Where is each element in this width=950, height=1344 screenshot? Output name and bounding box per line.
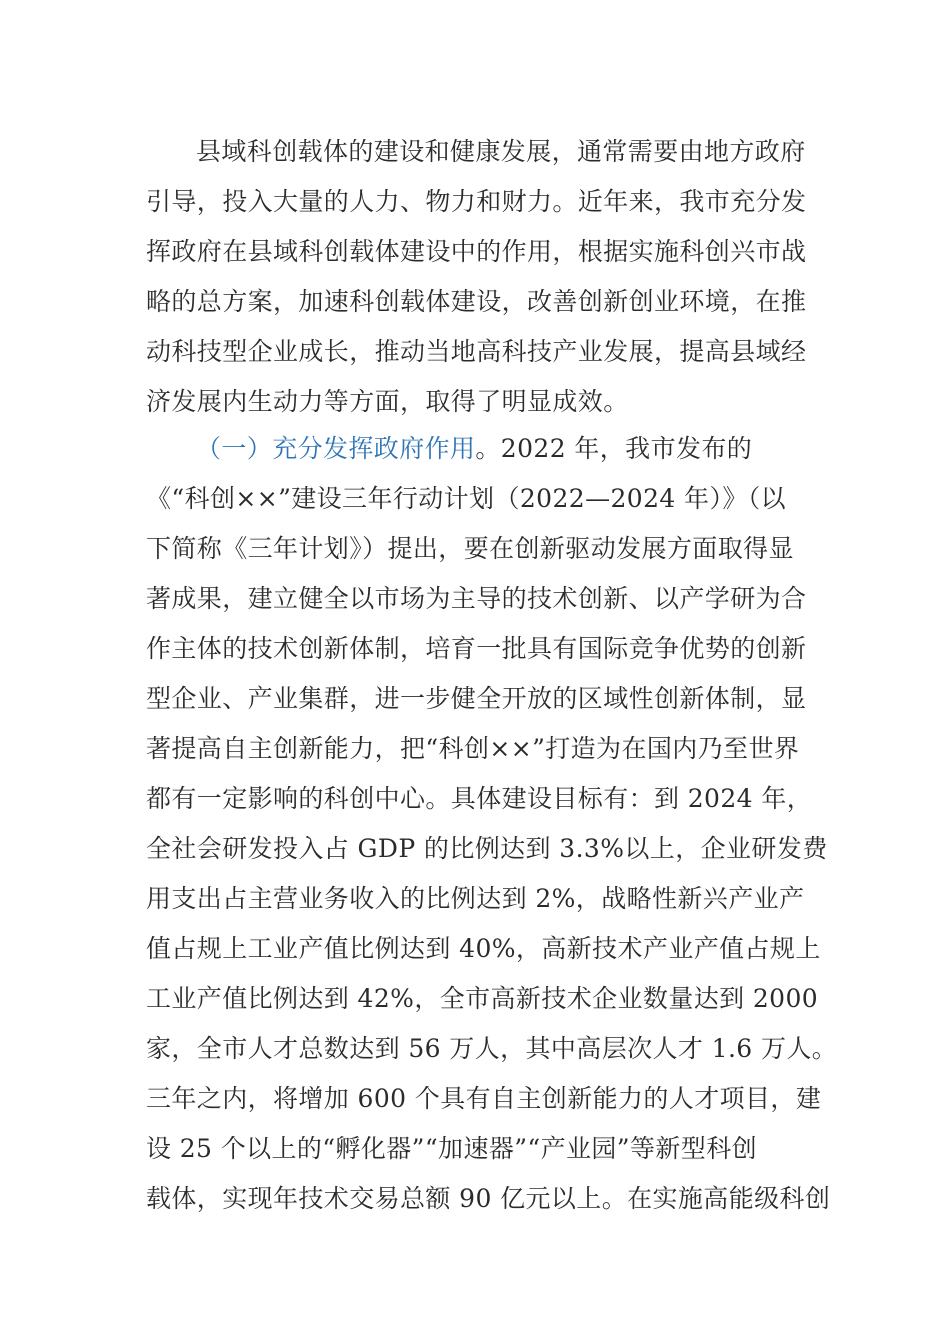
- paragraph-line: 著提高自主创新能力，把“科创××”打造为在国内乃至世界: [146, 734, 800, 763]
- paragraph-line: 都有一定影响的科创中心。具体建设目标有：到 2024 年，: [146, 784, 813, 813]
- paragraph-line: 引导，投入大量的人力、物力和财力。近年来，我市充分发: [146, 187, 807, 216]
- paragraph-line: 值占规上工业产值比例达到 40%，高新技术产业产值占规上: [146, 934, 821, 963]
- paragraph-line: 著成果，建立健全以市场为主导的技术创新、以产学研为合: [146, 584, 807, 613]
- paragraph-line: 作主体的技术创新体制，培育一批具有国际竞争优势的创新: [146, 634, 807, 663]
- paragraph-line: 三年之内，将增加 600 个具有自主创新能力的人才项目，建: [146, 1084, 822, 1113]
- paragraph-line: 略的总方案，加速科创载体建设，改善创新创业环境，在推: [146, 287, 807, 316]
- paragraph-line: 动科技型企业成长，推动当地高科技产业发展，提高县域经: [146, 337, 807, 366]
- paragraph-line: 家，全市人才总数达到 56 万人，其中高层次人才 1.6 万人。: [146, 1034, 838, 1063]
- section-heading-rest: 。2022 年，我市发布的: [475, 434, 753, 463]
- paragraph-line: 全社会研发投入占 GDP 的比例达到 3.3%以上，企业研发费: [146, 834, 828, 863]
- paragraph-line: 用支出占主营业务收入的比例达到 2%，战略性新兴产业产: [146, 884, 805, 913]
- section-heading: （一）充分发挥政府作用: [196, 434, 476, 463]
- section-heading-line: [196, 424, 752, 474]
- paragraph-line: 县域科创载体的建设和健康发展，通常需要由地方政府: [196, 137, 806, 166]
- paragraph-line: 《“科创××”建设三年行动计划（2022—2024 年）》（以: [146, 484, 787, 513]
- paragraph-line: 载体，实现年技术交易总额 90 亿元以上。在实施高能级科创: [146, 1184, 831, 1213]
- paragraph-line: 济发展内生动力等方面，取得了明显成效。: [146, 387, 629, 416]
- paragraph-line: 下简称《三年计划》）提出，要在创新驱动发展方面取得显: [146, 534, 794, 563]
- paragraph-line: 型企业、产业集群，进一步健全开放的区域性创新体制，显: [146, 684, 807, 713]
- paragraph-line: 挥政府在县域科创载体建设中的作用，根据实施科创兴市战: [146, 237, 807, 266]
- paragraph-line: 设 25 个以上的“孵化器”“加速器”“产业园”等新型科创: [146, 1134, 757, 1163]
- paragraph-line: 工业产值比例达到 42%，全市高新技术企业数量达到 2000: [146, 984, 819, 1013]
